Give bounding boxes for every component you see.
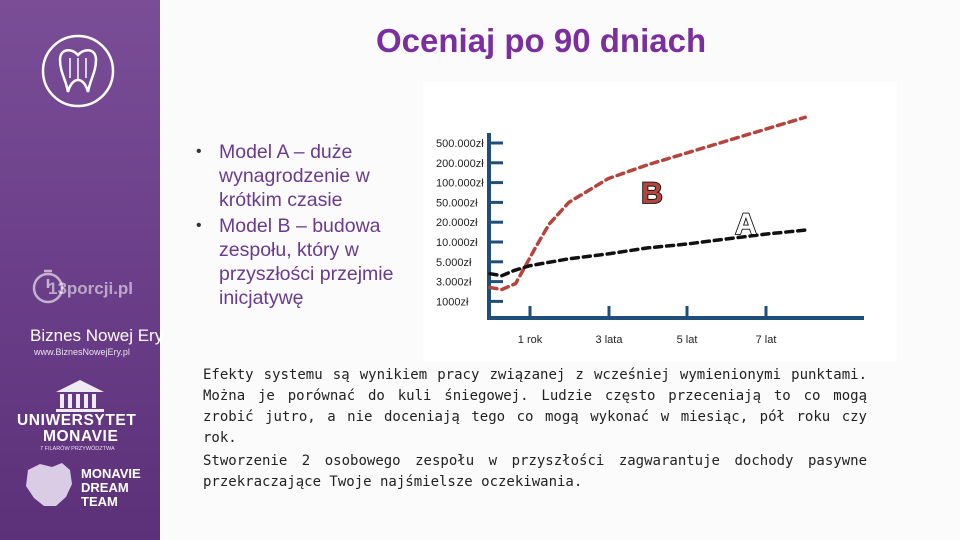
bullet-model-a [196, 140, 416, 212]
university-line2: MONAVIE [43, 428, 119, 445]
x-tick-label: 5 lat [676, 334, 698, 346]
chart [423, 82, 897, 362]
y-tick-label: 500.000zł [436, 138, 484, 150]
y-tick-label: 1000zł [436, 296, 469, 309]
brand-title: Biznes Nowej Ery [30, 326, 164, 345]
team-line2: DREAM [81, 480, 129, 495]
y-tick-label: 200.000zł [436, 157, 484, 170]
paragraph-team: Stworzenie 2 osobowego zespołu w przyszłości zagwarantuje dochody pasywne przekraczające Twoje najśmielsze oczekiwania. [203, 453, 867, 490]
brand-url: www.BiznesNowejEry.pl [34, 347, 130, 357]
bullet-dot-icon: • [196, 143, 202, 160]
poland-map-icon [26, 463, 72, 506]
y-tick-label: 50.000zł [436, 197, 478, 210]
tooth-logo-icon [43, 36, 113, 106]
team-line1: MONAVIE [81, 466, 141, 481]
bullet-text: Model B – budowa zespołu, który w przyszłości przejmie inicjatywę [219, 215, 394, 309]
series-label-b: B [641, 177, 663, 210]
x-tick-label: 3 lata [595, 334, 623, 346]
bullet-model-b [196, 214, 416, 310]
y-tick-label: 20.000zł [436, 217, 478, 230]
y-tick-label: 3.000zł [436, 276, 472, 289]
x-tick-label: 7 lat [755, 334, 777, 346]
team-line3: TEAM [81, 494, 118, 509]
y-tick-label: 5.000zł [436, 256, 472, 269]
university-line3: 7 FILARÓW PRZYWÓDZTWA [40, 446, 115, 452]
y-tick-label: 100.000zł [436, 177, 484, 190]
paragraph-snowball: Efekty systemu są wynikiem pracy związanej z wcześniej wymienionymi punktami. Można je porównać do kuli śniegowej. Ludzie często przeceniają to co mogą zrobić jutro, a nie doceniają tego co mogą wykonać w miesiąc, pół roku czy rok. [203, 367, 867, 446]
page-title: Oceniaj po 90 dniach [376, 22, 707, 59]
columns-logo-icon [56, 380, 104, 412]
x-tick-label: 1 rok [517, 334, 543, 346]
y-tick-label: 10.000zł [436, 237, 478, 249]
university-line1: UNIWERSYTET [17, 412, 137, 429]
bullet-text: Model A – duże wynagrodzenie w krótkim czasie [219, 141, 370, 211]
porcji-logo-text: 13porcji.pl [48, 279, 134, 298]
series-label-a: A [735, 208, 757, 241]
bullet-list [196, 140, 416, 312]
bullet-dot-icon: • [196, 217, 202, 234]
y-axis-ticks [436, 138, 503, 308]
